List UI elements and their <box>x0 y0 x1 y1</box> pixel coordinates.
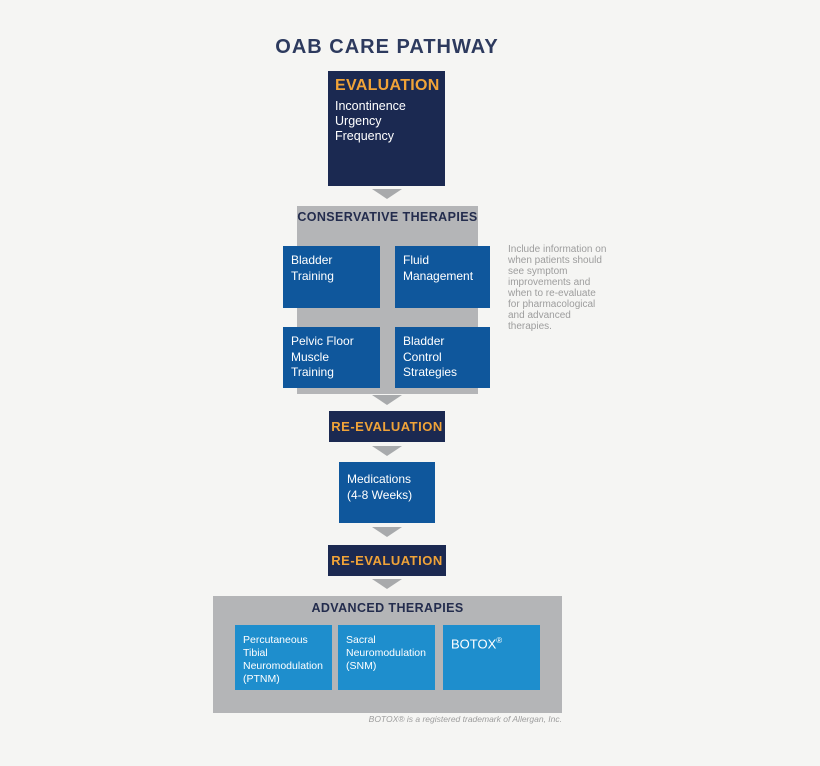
pelvic-floor-label: Muscle Training <box>291 349 334 379</box>
botox-label: BOTOX <box>451 636 497 652</box>
bladder-control-strategies-box <box>395 327 490 388</box>
bladder-training-box <box>283 246 380 308</box>
bladder-control-label: Strategies <box>403 365 458 379</box>
bladder-training-label: Training <box>291 268 334 283</box>
down-arrow-icon <box>372 189 402 199</box>
page-title: OAB CARE PATHWAY <box>275 36 499 58</box>
evaluation-box <box>328 71 445 186</box>
pelvic-floor-label: Pelvic Floor <box>291 334 354 348</box>
conservative-therapies-heading: CONSERVATIVE THERAPIES <box>297 210 478 224</box>
down-arrow-icon <box>372 395 402 405</box>
medications-box <box>339 462 435 523</box>
evaluation-item: Frequency <box>335 129 395 143</box>
advanced-therapies-heading: ADVANCED THERAPIES <box>311 601 464 615</box>
botox-box <box>443 625 540 690</box>
evaluation-label: EVALUATION <box>335 77 440 94</box>
fluid-management-label: Fluid <box>403 253 430 267</box>
snm-label: (SNM) <box>346 660 377 672</box>
medications-duration: (4-8 Weeks) <box>347 487 413 502</box>
snm-box <box>338 625 435 690</box>
bladder-control-label: Bladder <box>403 334 445 348</box>
re-evaluation-bar-1: RE-EVALUATION <box>329 411 445 442</box>
snm-label: Neuromodulation <box>346 647 426 659</box>
ptnm-box <box>235 625 332 690</box>
ptnm-label: Percutaneous <box>243 634 308 646</box>
bladder-training-label: Bladder <box>291 253 333 267</box>
down-arrow-icon <box>372 527 402 537</box>
evaluation-item: Incontinence <box>335 99 406 113</box>
medications-label: Medications <box>347 472 412 486</box>
trademark-footnote: BOTOX® is a registered trademark of Allergan, Inc. <box>368 714 562 724</box>
ptnm-label: Tibial <box>243 647 268 659</box>
pelvic-floor-muscle-training-box <box>283 327 380 388</box>
side-note: Include information on when patients should see symptom improvements and when to re-evaluate for pharmacological and advanced therapies. <box>508 244 607 332</box>
down-arrow-icon <box>372 579 402 589</box>
bladder-control-label: Control <box>403 349 442 364</box>
ptnm-label: Neuromodulation <box>243 660 323 672</box>
down-arrow-icon <box>372 446 402 456</box>
registered-trademark-icon: ® <box>496 636 503 645</box>
ptnm-label: (PTNM) <box>243 673 280 685</box>
snm-label: Sacral <box>346 634 376 646</box>
fluid-management-box <box>395 246 490 308</box>
evaluation-item: Urgency <box>335 114 382 128</box>
re-evaluation-bar-2: RE-EVALUATION <box>328 545 446 576</box>
fluid-management-label: Management <box>403 268 474 283</box>
